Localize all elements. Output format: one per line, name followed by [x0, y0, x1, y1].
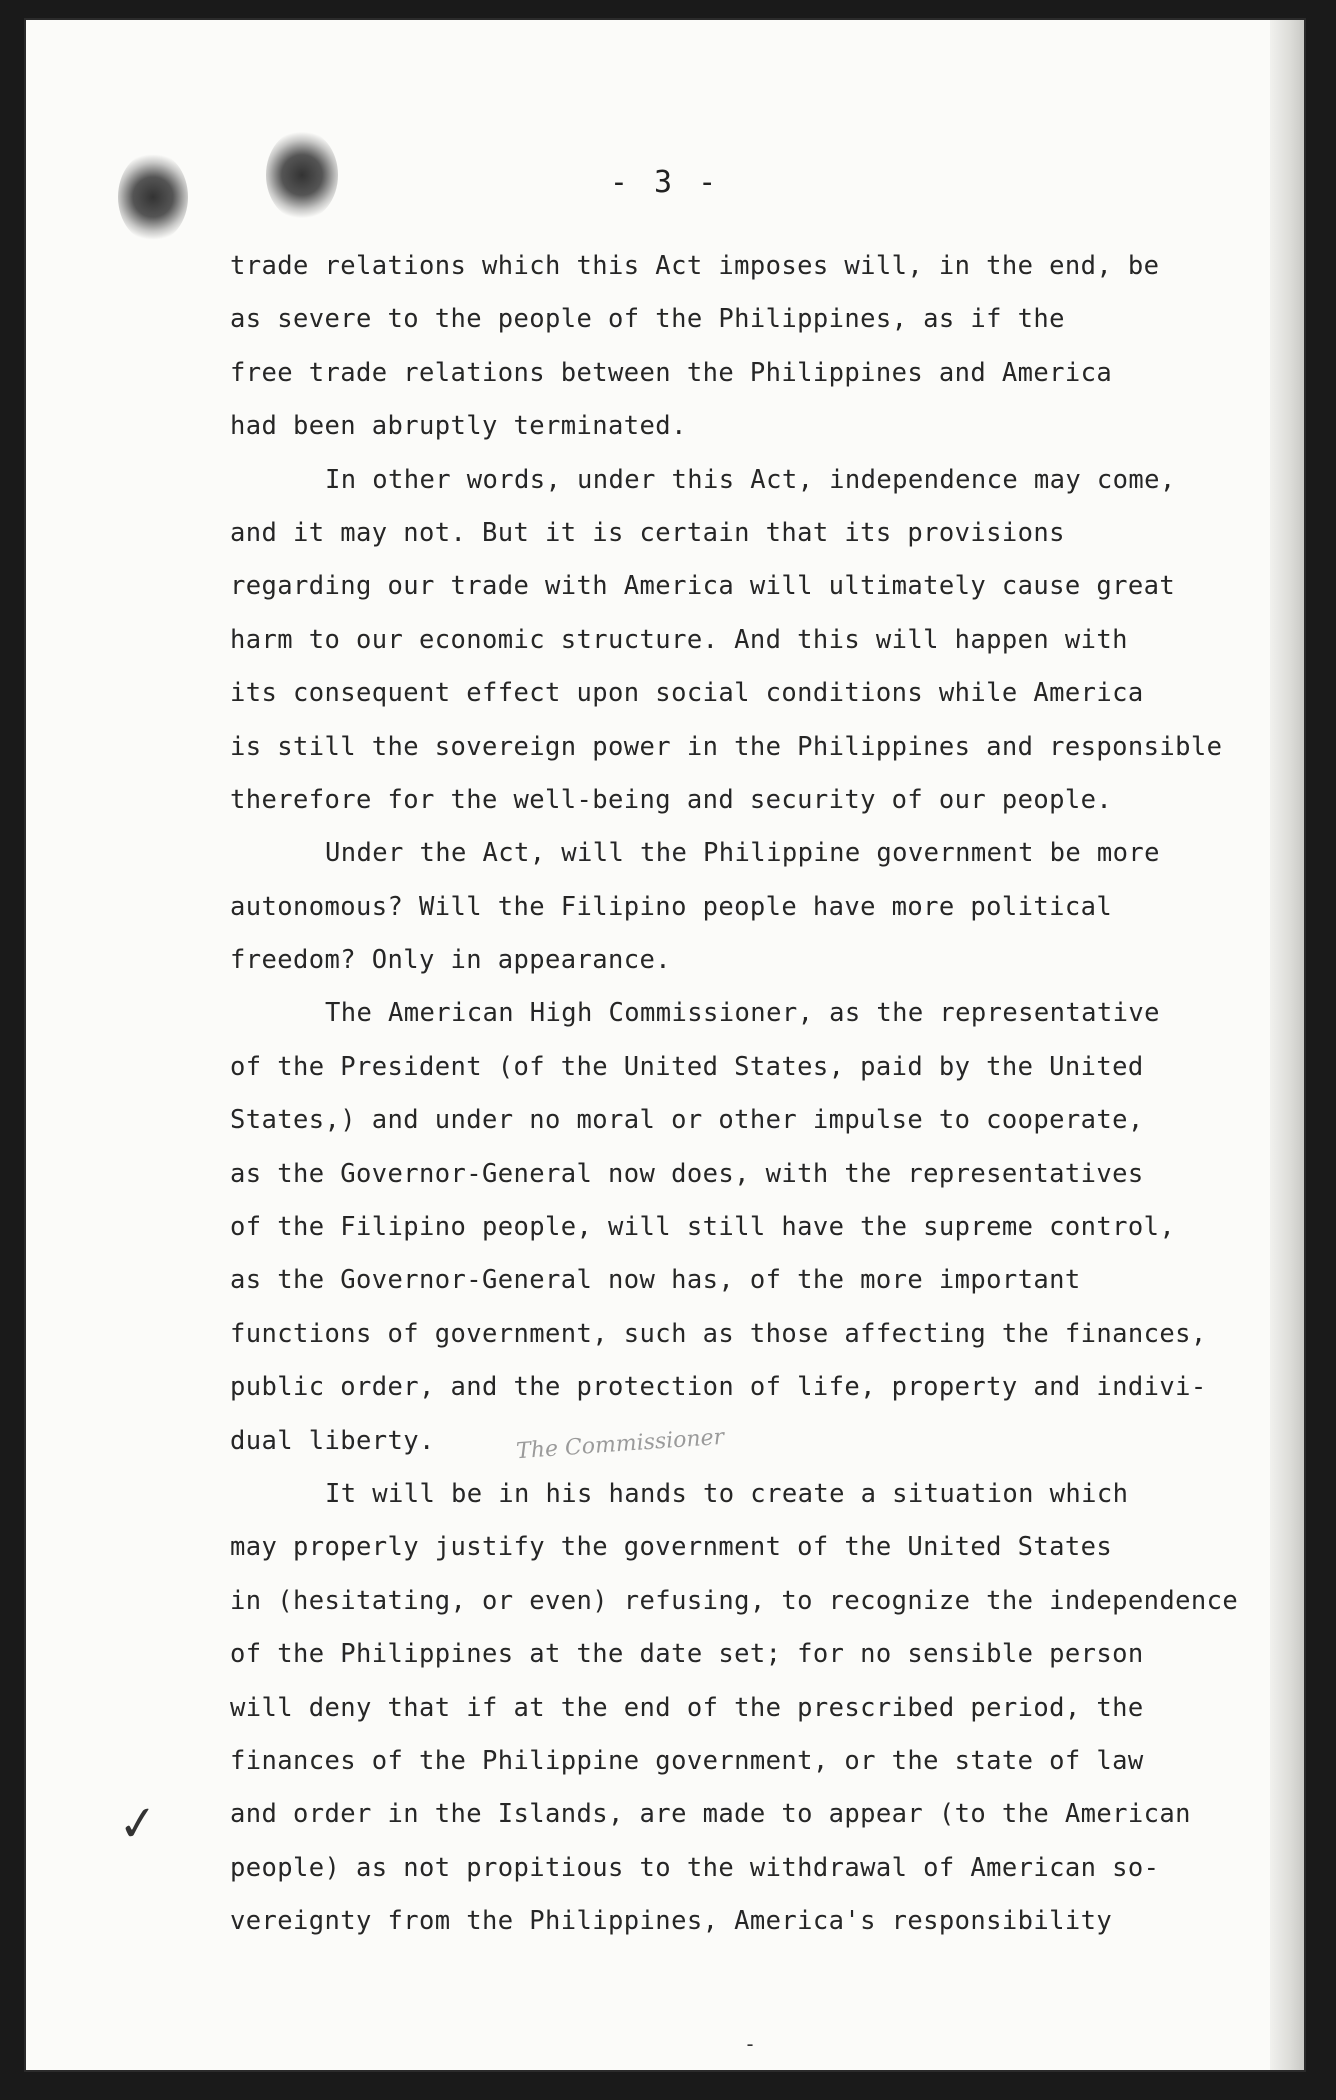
text-line: is still the sovereign power in the Philippines and responsible	[230, 731, 1223, 762]
text-line: as severe to the people of the Philippines, as if the	[230, 304, 1065, 335]
text-line: free trade relations between the Philippines and America	[230, 357, 1113, 388]
footer-mark: -	[744, 2032, 757, 2056]
text-line: of the Philippines at the date set; for no sensible person	[230, 1639, 1144, 1670]
handwritten-annotation: The Commissioner	[515, 1424, 725, 1465]
text-line: as the Governor-General now has, of the more important	[230, 1265, 1081, 1296]
text-line: in (hesitating, or even) refusing, to recognize the independence	[230, 1585, 1239, 1616]
page-number: - 3 -	[609, 165, 721, 200]
text-line: will deny that if at the end of the prescribed period, the	[230, 1692, 1144, 1723]
text-line: functions of government, such as those affecting the finances,	[230, 1318, 1207, 1349]
text-line: may properly justify the government of the United States	[230, 1532, 1113, 1563]
text-line: of the Filipino people, will still have the supreme control,	[230, 1212, 1176, 1243]
text-line: It will be in his hands to create a situation which	[325, 1478, 1129, 1509]
text-line: finances of the Philippine government, or the state of law	[230, 1745, 1144, 1776]
text-line: States,) and under no moral or other impulse to cooperate,	[230, 1105, 1144, 1136]
text-line: regarding our trade with America will ultimately cause great	[230, 571, 1176, 602]
text-line: its consequent effect upon social conditions while America	[230, 678, 1144, 709]
text-line: Under the Act, will the Philippine government be more	[325, 838, 1160, 869]
text-line: and it may not. But it is certain that its provisions	[230, 517, 1065, 548]
text-line: trade relations which this Act imposes will, in the end, be	[230, 251, 1160, 281]
text-line: therefore for the well-being and security of our people.	[230, 784, 1113, 815]
text-line: vereignty from the Philippines, America's responsibility	[230, 1906, 1113, 1937]
document-page	[26, 20, 1304, 2070]
text-line: autonomous? Will the Filipino people have more political	[230, 891, 1113, 922]
page-edge	[1270, 20, 1304, 2070]
body-text	[230, 240, 1270, 1949]
text-line: of the President (of the United States, paid by the United	[230, 1051, 1144, 1082]
text-line: harm to our economic structure. And this will happen with	[230, 624, 1128, 655]
text-line: dual liberty.	[230, 1425, 435, 1456]
text-line: had been abruptly terminated.	[230, 411, 687, 442]
text-line: In other words, under this Act, independence may come,	[325, 464, 1176, 495]
check-mark-icon: ✓	[115, 1794, 162, 1854]
text-line: freedom? Only in appearance.	[230, 945, 672, 976]
text-line: and order in the Islands, are made to appear (to the American	[230, 1799, 1191, 1830]
text-line: The American High Commissioner, as the representative	[325, 998, 1160, 1029]
text-line: people) as not propitious to the withdrawal of American so-	[230, 1852, 1160, 1883]
text-line: as the Governor-General now does, with the representatives	[230, 1158, 1144, 1189]
text-line: public order, and the protection of life, property and indivi-	[230, 1372, 1207, 1403]
